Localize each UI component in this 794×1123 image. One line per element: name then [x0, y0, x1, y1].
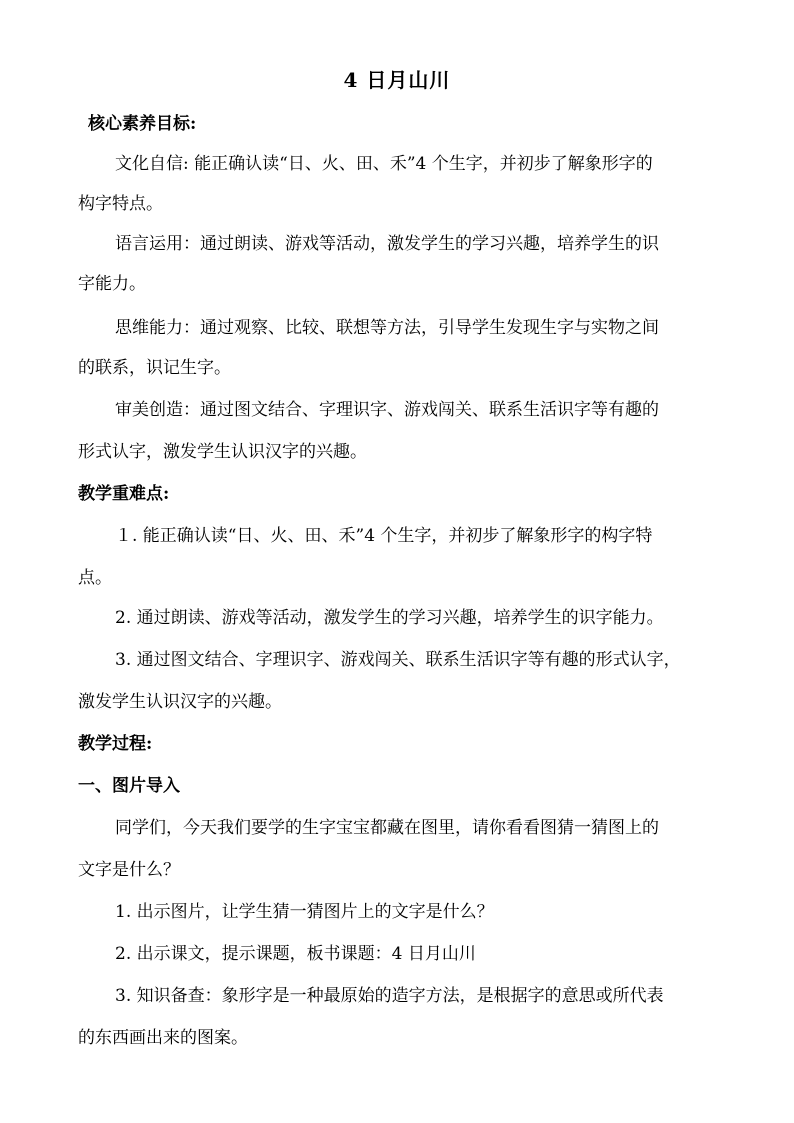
paragraph-line: 同学们，今天我们要学的生字宝宝都藏在图里，请你看看图猜一猜图上的: [115, 818, 659, 838]
list-item: 2. 通过朗读、游戏等活动，激发学生的学习兴趣，培养学生的识字能力。: [115, 608, 664, 628]
paragraph-line: 文字是什么？: [78, 860, 180, 880]
list-item: １. 能正确认读“日、火、田、禾”4 个生字，并初步了解象形字的构字特: [115, 526, 653, 546]
paragraph-line: 形式认字，激发学生认识汉字的兴趣。: [78, 442, 367, 462]
list-item: 3. 知识备查：象形字是一种最原始的造字方法，是根据字的意思或所代表: [115, 986, 664, 1006]
paragraph-line: 的联系，识记生字。: [78, 358, 231, 378]
list-item: 1. 出示图片，让学生猜一猜图片上的文字是什么？: [115, 902, 494, 922]
process-heading: 教学过程:: [78, 734, 153, 754]
section-subheading: 一、图片导入: [78, 776, 180, 796]
list-item: 3. 通过图文结合、字理识字、游戏闯关、联系生活识字等有趣的形式认字，: [115, 650, 681, 670]
core-goals-heading: 核心素养目标:: [88, 114, 197, 134]
list-item: 2. 出示课文，提示课题，板书课题：4 日月山川: [115, 944, 476, 964]
paragraph-line: 文化自信: 能正确认读“日、火、田、禾”4 个生字，并初步了解象形字的: [115, 154, 653, 174]
paragraph-line: 字能力。: [78, 274, 146, 294]
page-title: 4 日月山川: [343, 68, 451, 92]
key-points-heading: 教学重难点:: [78, 484, 170, 504]
paragraph-line: 思维能力：通过观察、比较、联想等方法，引导学生发现生字与实物之间: [115, 318, 659, 338]
paragraph-line: 语言运用：通过朗读、游戏等活动，激发学生的学习兴趣，培养学生的识: [115, 234, 659, 254]
paragraph-line: 审美创造：通过图文结合、字理识字、游戏闯关、联系生活识字等有趣的: [115, 400, 659, 420]
list-item-continuation: 激发学生认识汉字的兴趣。: [78, 692, 282, 712]
paragraph-line: 构字特点。: [78, 194, 163, 214]
list-item-continuation: 的东西画出来的图案。: [78, 1028, 248, 1048]
list-item-continuation: 点。: [78, 568, 112, 588]
